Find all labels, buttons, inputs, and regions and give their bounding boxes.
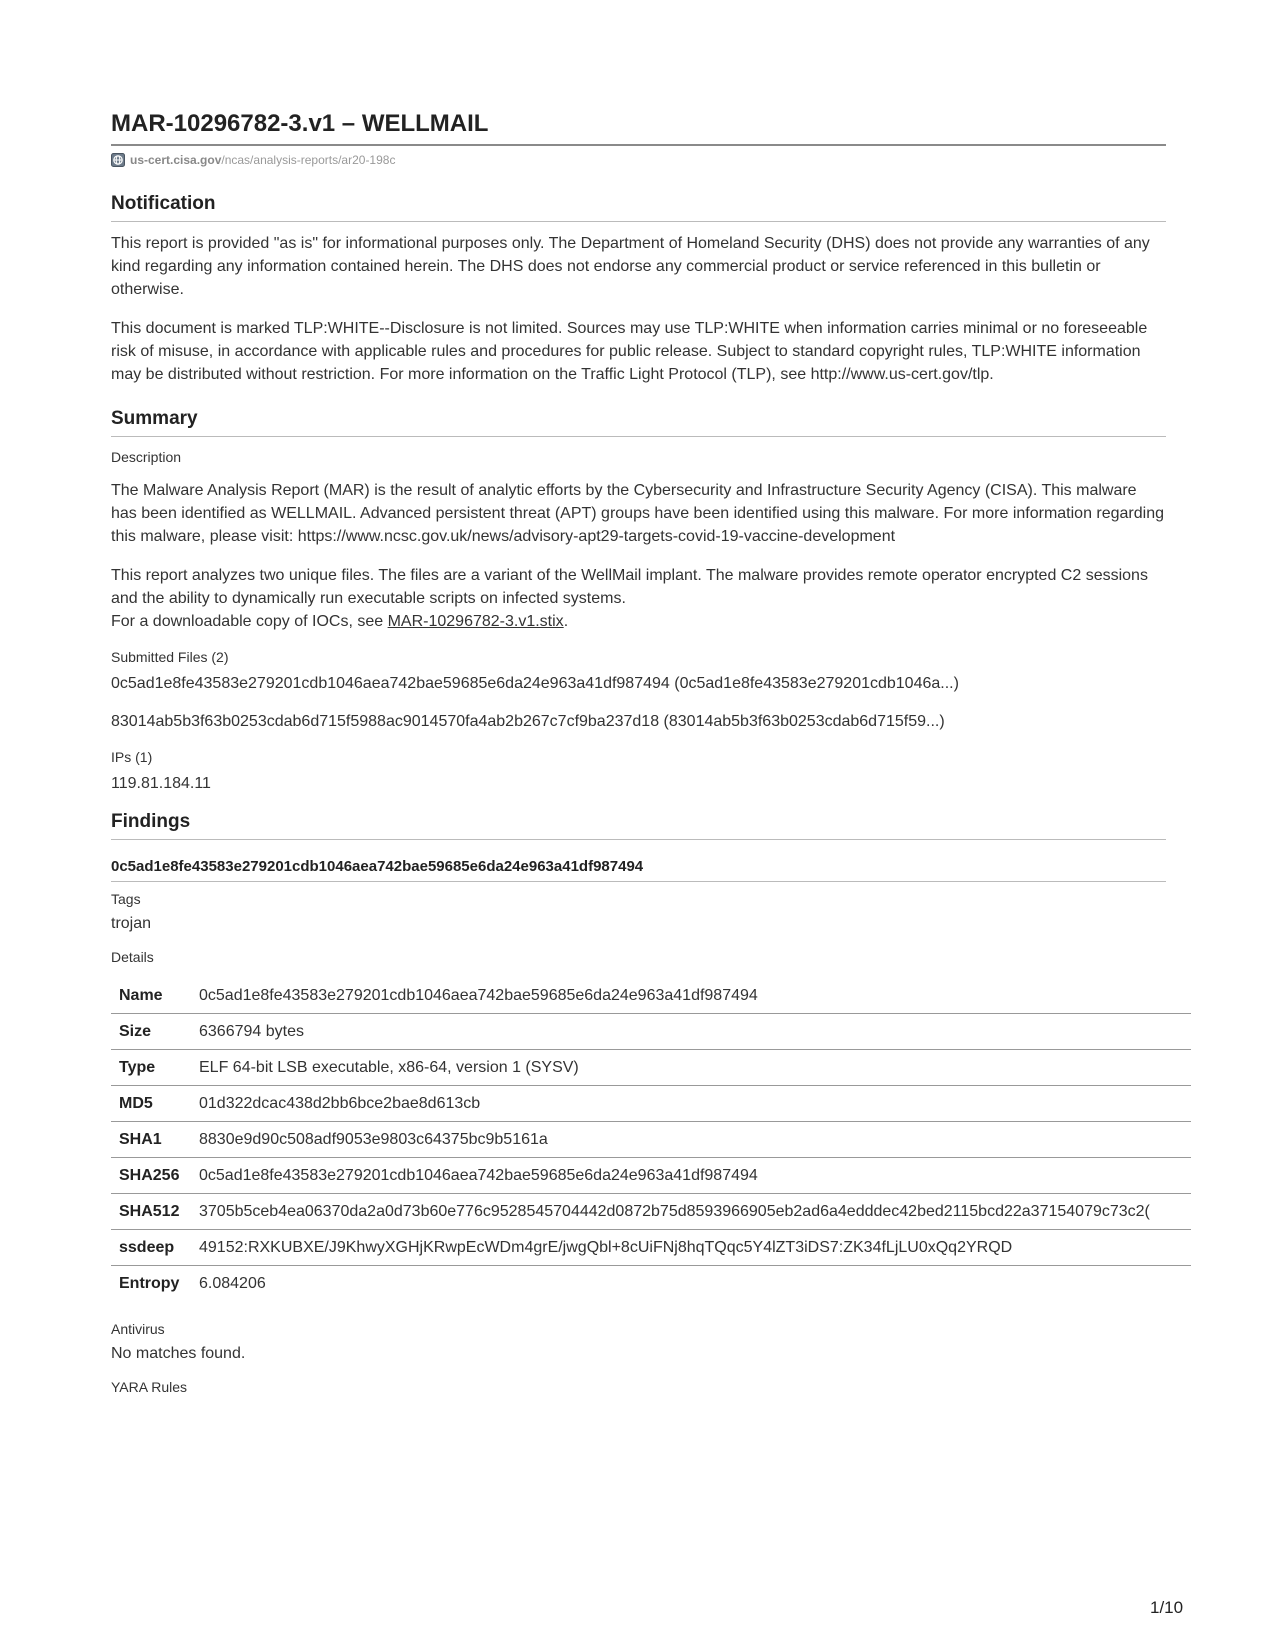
antivirus-result: No matches found. bbox=[111, 1345, 246, 1362]
details-table bbox=[111, 978, 1191, 1301]
detail-key: MD5 bbox=[111, 1086, 199, 1122]
page-number: 1/10 bbox=[1150, 1598, 1184, 1617]
ips-label: IPs (1) bbox=[111, 749, 153, 765]
tags-label: Tags bbox=[111, 891, 141, 907]
table-row bbox=[111, 1266, 1191, 1302]
detail-key: Size bbox=[111, 1014, 199, 1050]
detail-key: SHA512 bbox=[111, 1194, 199, 1230]
detail-key: SHA1 bbox=[111, 1122, 199, 1158]
antivirus-label: Antivirus bbox=[111, 1321, 165, 1337]
summary-paragraph-2-text: This report analyzes two unique files. The files are a variant of the WellMail implant. The malware provides remote operator encrypted C2 sessions and the ability to dynamically run executable scripts on infected systems. bbox=[111, 567, 1148, 607]
detail-value: 6.084206 bbox=[199, 1274, 266, 1292]
summary-paragraph-1: The Malware Analysis Report (MAR) is the result of analytic efforts by the Cybersecurity and Infrastructure Security Agency (CISA). This malware has been identified as WELLMAIL. Advanced persistent threat (APT) groups have been identified using this malware. For more information regarding this malware, please visit: https://www.ncsc.gov.uk/news/advisory-apt29-targets-covid-19-vaccine-development bbox=[111, 482, 1165, 545]
summary-paragraph-2 bbox=[111, 564, 1166, 633]
detail-value: 01d322dcac438d2bb6bce2bae8d613cb bbox=[199, 1086, 1191, 1122]
detail-value: 0c5ad1e8fe43583e279201cdb1046aea742bae59685e6da24e963a41df987494 bbox=[199, 978, 1191, 1014]
source-path: /ncas/analysis-reports/ar20-198c bbox=[221, 153, 396, 167]
yara-rules-label: YARA Rules bbox=[111, 1379, 187, 1395]
tag-value: trojan bbox=[111, 915, 152, 932]
table-row bbox=[111, 1158, 1191, 1194]
detail-value: 0c5ad1e8fe43583e279201cdb1046aea742bae59685e6da24e963a41df987494 bbox=[199, 1158, 1191, 1194]
ioc-download-link[interactable]: MAR-10296782-3.v1.stix bbox=[387, 613, 564, 630]
submitted-files-label: Submitted Files (2) bbox=[111, 649, 229, 665]
ioc-prefix: For a downloadable copy of IOCs, see bbox=[111, 613, 388, 630]
submitted-file[interactable]: 0c5ad1e8fe43583e279201cdb1046aea742bae59685e6da24e963a41df987494 (0c5ad1e8fe43583e279201cdb1046a...) bbox=[111, 675, 959, 692]
findings-heading: Findings bbox=[111, 811, 1166, 840]
table-row bbox=[111, 1014, 1191, 1050]
detail-value: 3705b5ceb4ea06370da2a0d73b60e776c9528545704442d0872b75d8593966905eb2ad6a4edddec42bed2115bcd22a37154079c73c2( bbox=[199, 1194, 1191, 1230]
detail-key: ssdeep bbox=[111, 1230, 199, 1266]
ip-address[interactable]: 119.81.184.11 bbox=[111, 775, 211, 792]
detail-value: 49152:RXKUBXE/J9KhwyXGHjKRwpEcWDm4grE/jwgQbl+8cUiFNj8hqTQqc5Y4lZT3iDS7:ZK34fLjLU0xQq2YRQD bbox=[199, 1230, 1191, 1266]
table-row bbox=[111, 1230, 1191, 1266]
notification-heading: Notification bbox=[111, 193, 1166, 222]
finding-hash-heading: 0c5ad1e8fe43583e279201cdb1046aea742bae59685e6da24e963a41df987494 bbox=[111, 858, 1166, 882]
table-row bbox=[111, 978, 1191, 1014]
source-url[interactable] bbox=[111, 153, 1166, 167]
table-row bbox=[111, 1050, 1191, 1086]
detail-value: 6366794 bytes bbox=[199, 1014, 1191, 1050]
ioc-suffix: . bbox=[563, 613, 569, 630]
notification-paragraph-2: This document is marked TLP:WHITE--Disclosure is not limited. Sources may use TLP:WHITE when information carries minimal or no foreseeable risk of misuse, in accordance with applicable rules and procedures for public release. Subject to standard copyright rules, TLP:WHITE information may be distributed without restriction. For more information on the Traffic Light Protocol (TLP), see http://www.us-cert.gov/tlp. bbox=[111, 320, 1148, 383]
notification-paragraph-1: This report is provided "as is" for informational purposes only. The Department of Homeland Security (DHS) does not provide any warranties of any kind regarding any information contained herein. The DHS does not endorse any commercial product or service referenced in this bulletin or otherwise. bbox=[111, 235, 1150, 298]
submitted-file[interactable]: 83014ab5b3f63b0253cdab6d715f5988ac9014570fa4ab2b267c7cf9ba237d18 (83014ab5b3f63b0253cdab6d715f59...) bbox=[111, 713, 945, 730]
table-row bbox=[111, 1194, 1191, 1230]
detail-key: Name bbox=[111, 978, 199, 1014]
table-row bbox=[111, 1086, 1191, 1122]
details-label: Details bbox=[111, 949, 154, 965]
globe-icon bbox=[111, 153, 125, 167]
report-page bbox=[111, 110, 1166, 1395]
detail-key: Entropy bbox=[119, 1274, 180, 1292]
summary-heading: Summary bbox=[111, 408, 1166, 437]
detail-key: Type bbox=[111, 1050, 199, 1086]
detail-key: SHA256 bbox=[111, 1158, 199, 1194]
detail-value: 8830e9d90c508adf9053e9803c64375bc9b5161a bbox=[199, 1122, 1191, 1158]
detail-value: ELF 64-bit LSB executable, x86-64, version 1 (SYSV) bbox=[199, 1050, 1191, 1086]
source-domain: us-cert.cisa.gov bbox=[130, 153, 222, 167]
table-row bbox=[111, 1122, 1191, 1158]
description-label: Description bbox=[111, 449, 182, 465]
page-title: MAR-10296782-3.v1 – WELLMAIL bbox=[111, 110, 1166, 146]
